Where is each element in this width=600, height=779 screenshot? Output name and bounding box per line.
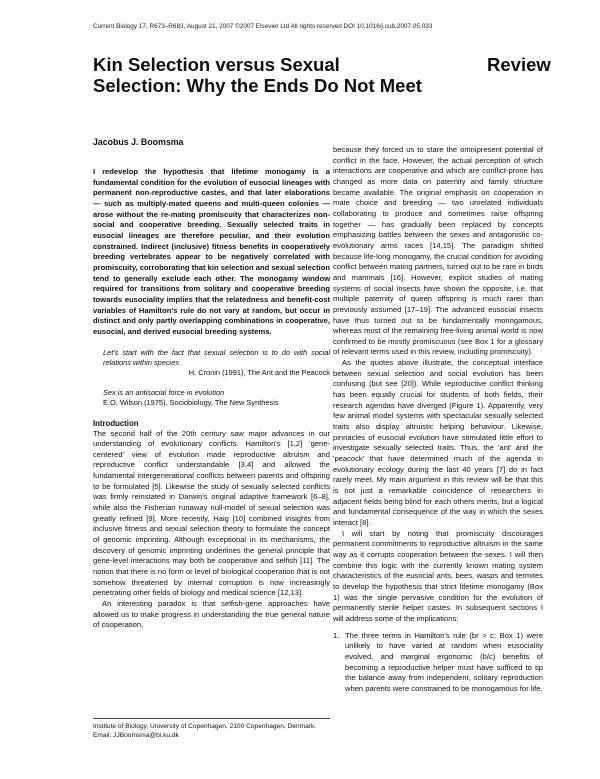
affiliation-footnote	[93, 718, 330, 741]
intro-paragraph-1: The second half of the 20th century saw major advances in our understanding of evolutionary conflicts. Hamilton's [1,2] 'gene-centered' view of evolution made reproductive altruism and reproductive conflict understandable [3,4] and allowed the fundamental intergenerational conflicts between parents and offspring to be formulated [5]. Likewise the study of sexually selected conflicts was firmly reinstated in Darwin's original adaptive framework [6–8], while also the Fisherian runaway null-model of sexual selection was greatly refined [9]. More recently, Haig [10] combined insights from inclusive fitness and sexual selection theory to formulate the concept of genomic imprinting. Although exceptional in its mechanisms, the discovery of genomic imprinting underlines the general principle that gene-level interactions may both be cooperative and selfish [11]. The notion that there is no form or level of biological cooperation that is not somehow threatened by internal corruption is now increasingly penetrating other fields of biology and medical science [12,13].	[93, 428, 330, 598]
affiliation: Institute of Biology, University of Copenhagen, 2100 Copenhagen, Denmark.	[93, 723, 317, 730]
column-left	[93, 167, 330, 631]
abstract: I redevelop the hypothesis that lifetime monogamy is a fundamental condition for the evolution of eusocial lineages with permanent non-reproductive castes, and that later elaborations — such as multiply-mated queens and multi-queen colonies — arose without the re-mating promiscuity that characterizes non-social and cooperative breeding. Sexually selected traits in eusocial lineages are therefore peculiar, and their evolution constrained. Indirect (inclusive) fitness benefits in cooperatively breeding vertebrates appear to be negatively correlated with promiscuity, corroborating that kin selection and sexual selection tend to generally exclude each other. The monogamy window required for transitions from solitary and cooperative breeding towards eusociality implies that the relatedness and benefit-cost variables of Hamilton's rule do not vary at random, but occur in distinct and only partly overlapping combinations in cooperative, eusocial, and derived eusocial breeding systems.	[93, 167, 331, 336]
quote-2-attribution: E.O. Wilson (1975), Sociobiology, The New Synthesis	[103, 398, 279, 408]
email-link[interactable]: Email: JJBoomsma@bi.ku.dk	[93, 732, 179, 740]
body-paragraph-3: I will start by noting that promiscuity discourages permanent commitments to reproductive altruism in the same way as it corrupts cooperation between the sexes. I will then combine this logic with the currently known mating system characteristics of the eusocial ants, bees, wasps and termites to develop the hypothesis that strict lifetime monogamy (Box 1) was the single pervasive condition for the evolution of permanently sterile helper castes. In subsequent sections I will address some of the implications:	[333, 528, 543, 623]
footnote-rule	[93, 718, 330, 719]
quote-1-attribution: H. Cronin (1991), The Ant and the Peacock	[188, 367, 330, 377]
article-title: Kin Selection versus Sexual Selection: Why the Ends Do Not Meet	[93, 54, 422, 96]
intro-paragraph-2: An interesting paradox is that selfish-gene approaches have allowed us to make progress in understanding the true general nature of cooperation,	[93, 599, 330, 630]
section-heading-introduction: Introduction	[93, 418, 139, 428]
body-paragraph-1: because they forced us to stare the omnipresent potential of conflict in the face. However, the actual perception of which interactions are cooperative and which are conflict-prone has changed as more data on paternity and family structure became available. The original emphasis on cooperation in mate choice and breeding — two unrelated individuals collaborating to produce and sometimes raise offspring together — has gradually been replaced by concepts emphasizing battles between the sexes and antagonistic co-evolutionary arms races [14,15]. The paradigm shifted because life-long monogamy, the crucial condition for avoiding conflict between mating partners, turned out to be rare in birds and mammals [16]. However, explicit studies of mating systems of social insects have shown the opposite, i.e. that multiple paternity of queen offspring is much rarer than previously assumed [17–19]. The advanced eusocial insects have thus turned out to be fundamentally monogamous, whereas most of the remaining free-living animal world is now confirmed to be mostly promiscuous (see Box 1 for a glossary of relevant terms used in this review, including promiscuity).	[333, 145, 543, 357]
list-item	[333, 631, 543, 695]
journal-header: Current Biology 17, R673–R683, August 21, 2007 ©2007 Elsevier Ltd All rights reserved DOI 10.1016/j.cub.2007.05.033	[93, 23, 433, 30]
author: Jacobus J. Boomsma	[93, 137, 184, 147]
quote-2	[103, 388, 330, 408]
quote-1-text: Let's start with the fact that sexual selection is to do with social relations within species	[103, 347, 330, 367]
quote-1	[103, 348, 330, 379]
body-paragraph-2: As the quotes above illustrate, the conceptual interface between sexual selection and social evolution has been confusing (but see [20]). While reproductive conflict thinking has been equally crucial for students of both fields, their research agendas have diverged (Figure 1). Apparently, very few animal model systems with spectacular sexually selected traits also display altruistic helping behaviour. Likewise, pinnacles of eusocial evolution have stimulated little effort to investigate sexually selected traits. Thus, the 'ant' and the 'peacock' that have determined much of the agenda in evolutionary ecology during the last 40 years [7] do in fact rarely meet. My main argument in this review will be that this is not just a remarkable coincidence of researchers in adjacent fields being blind for each others merits, but a logical and fundamental consequence of the way in which the sexes interact [8].	[333, 358, 543, 527]
article-type: Review	[487, 54, 551, 75]
list-item-text: The three terms in Hamilton's rule (br > c; Box 1) were unlikely to have varied at random when eusociality evolved, and marginal ergonomic (b/c) benefits of becoming a reproductive helper must have sufficed to tip the balance away from independent, solitary reproduction when parents were constrained to be monogamous for life.	[345, 630, 543, 693]
column-right	[333, 145, 543, 694]
list-number: 1.	[333, 630, 340, 640]
quote-2-text: Sex is an antisocial force in evolution	[103, 388, 225, 398]
